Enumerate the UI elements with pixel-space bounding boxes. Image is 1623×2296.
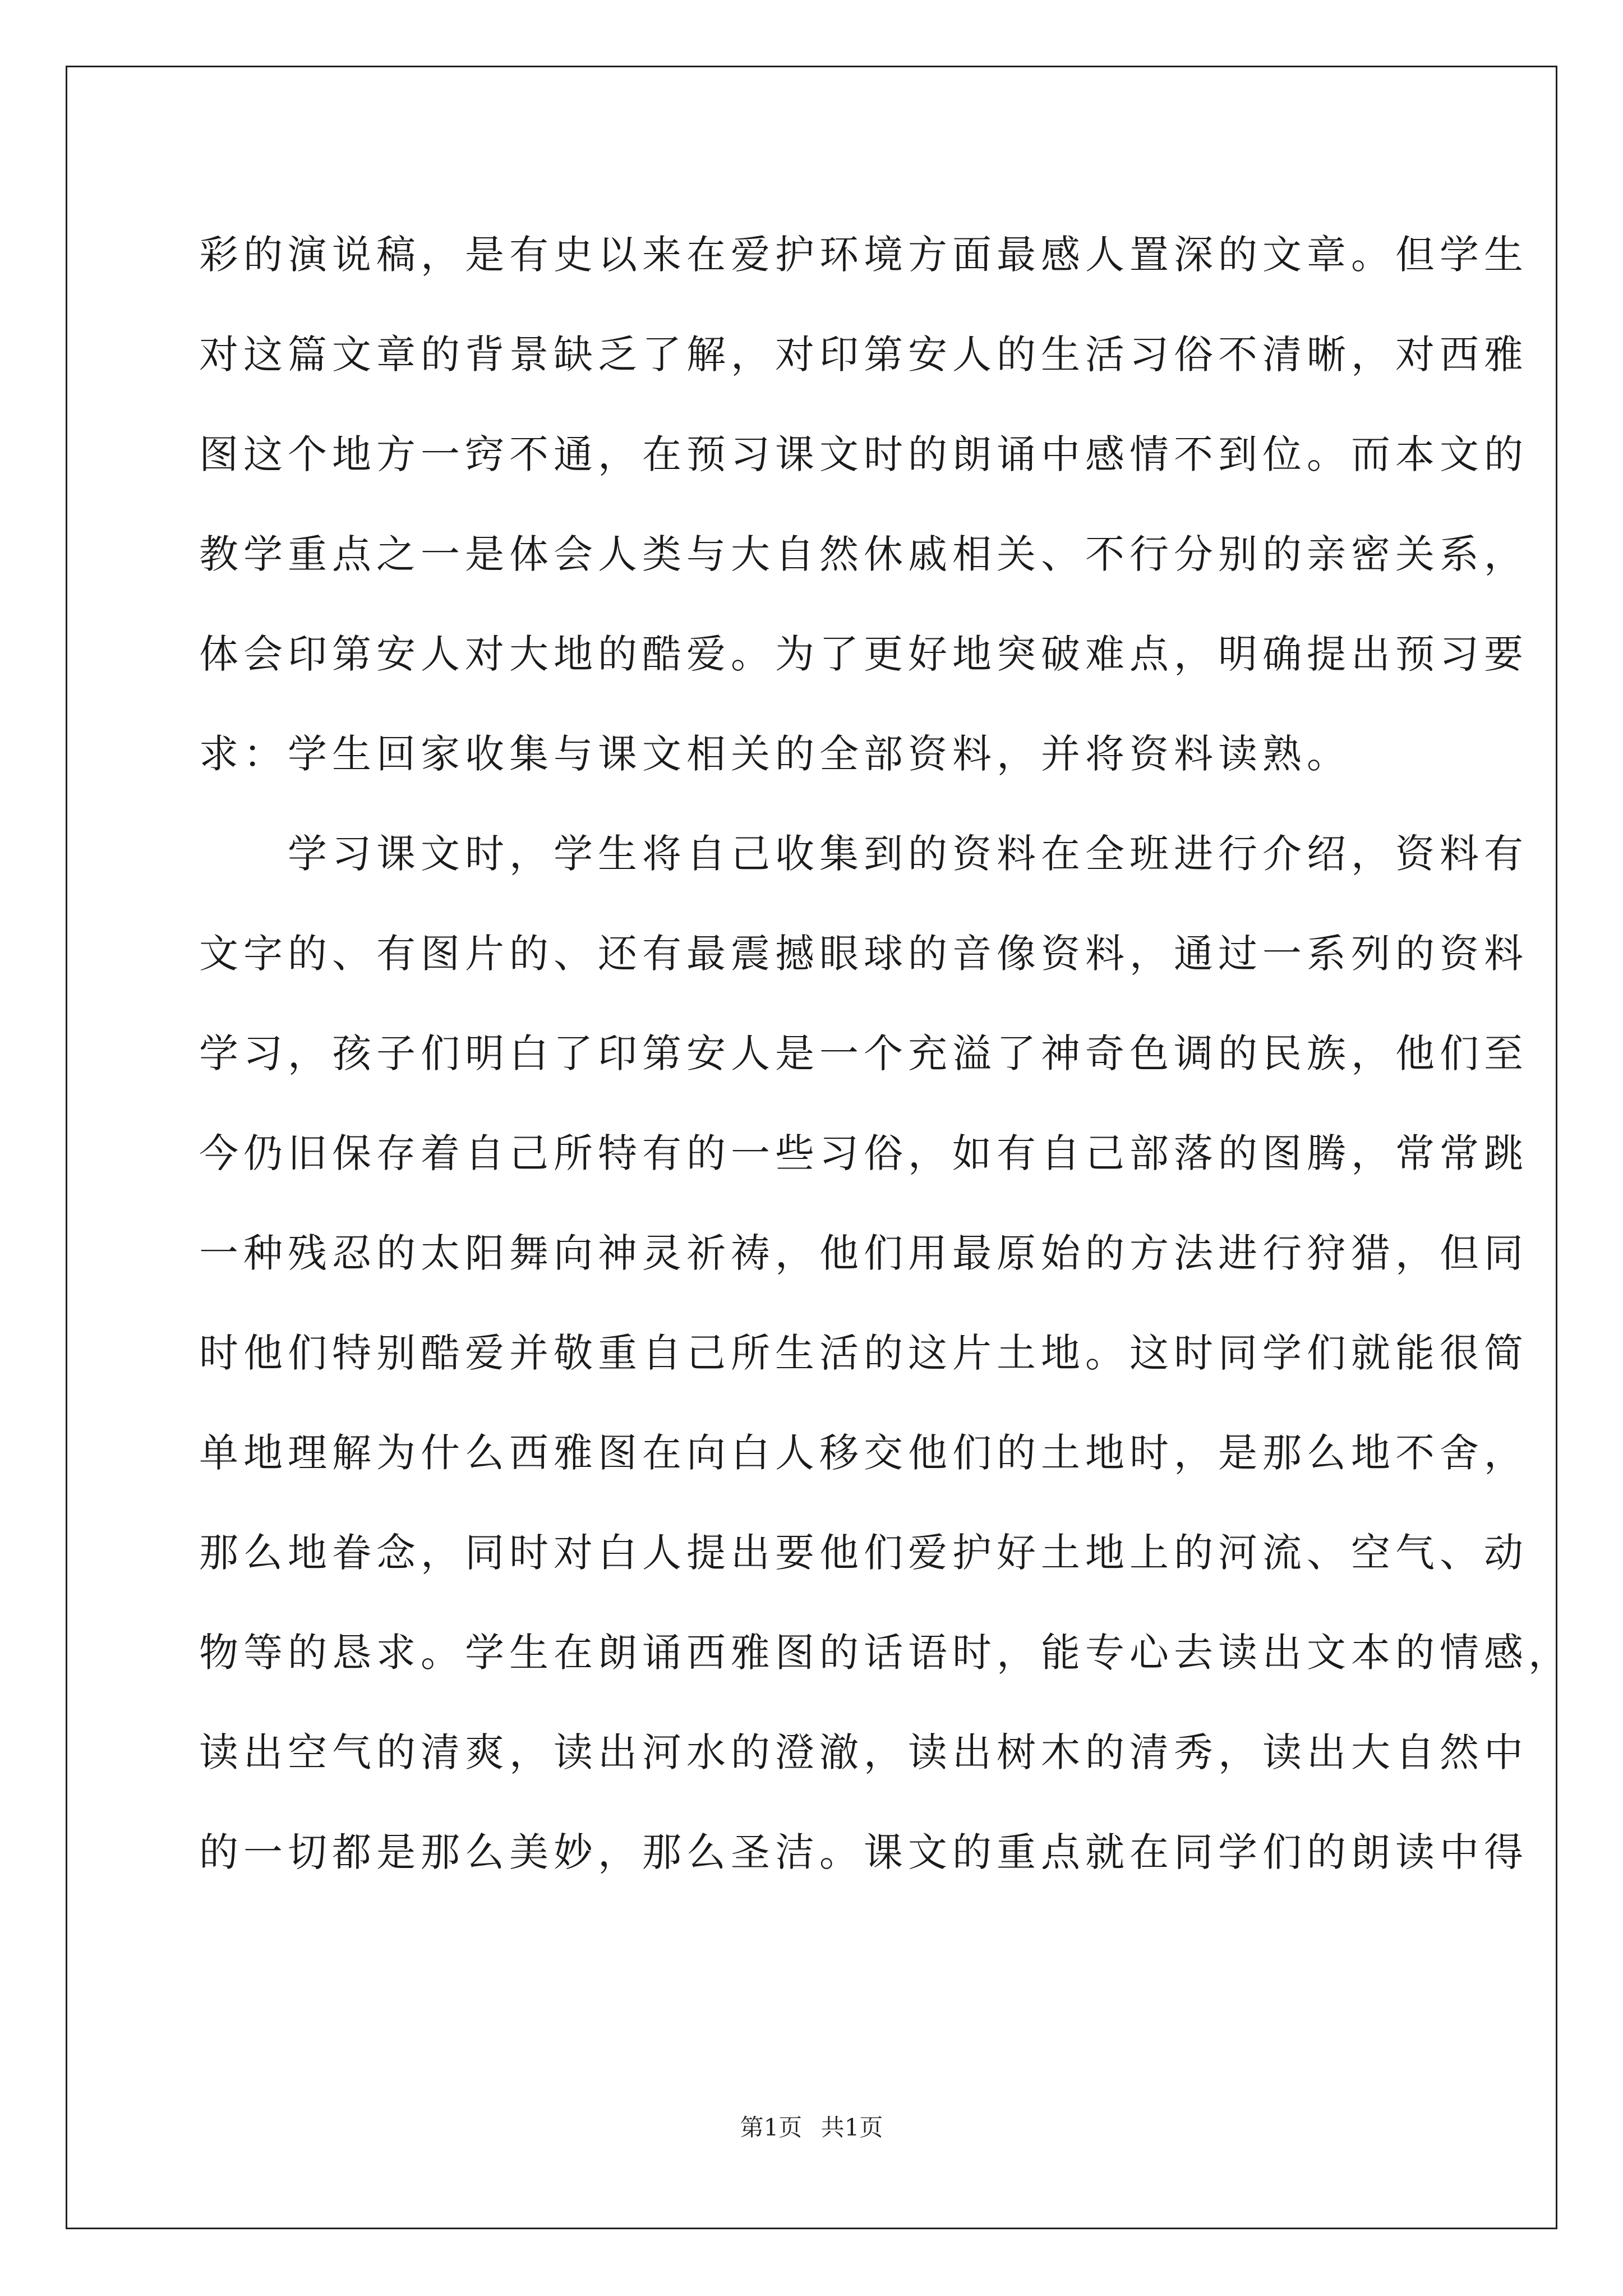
text-line: 求：学生回家收集与课文相关的全部资料，并将资料读熟。 — [199, 731, 1351, 777]
text-line: 一种残忍的太阳舞向神灵祈祷，他们用最原始的方法进行狩猎，但同 — [199, 1230, 1528, 1276]
text-line: 对这篇文章的背景缺乏了解，对印第安人的生活习俗不清晰，对西雅 — [199, 332, 1528, 378]
document-body — [199, 205, 1573, 1902]
text-line: 今仍旧保存着自己所特有的一些习俗，如有自己部落的图腾，常常跳 — [199, 1130, 1528, 1176]
text-line: 单地理解为什么西雅图在向白人移交他们的土地时，是那么地不舍， — [199, 1430, 1528, 1476]
text-line: 图这个地方一窍不通，在预习课文时的朗诵中感情不到位。而本文的 — [199, 431, 1528, 477]
text-line: 读出空气的清爽，读出河水的澄澈，读出树木的清秀，读出大自然中 — [199, 1729, 1528, 1775]
text-line: 文字的、有图片的、还有最震撼眼球的音像资料，通过一系列的资料 — [199, 931, 1528, 977]
page-number: 第1页 — [740, 2114, 803, 2141]
text-line: 彩的演说稿，是有史以来在爱护环境方面最感人置深的文章。但学生 — [199, 232, 1528, 278]
text-line: 物等的恳求。学生在朗诵西雅图的话语时，能专心去读出文本的情感， — [199, 1630, 1573, 1676]
text-line: 学习课文时，学生将自己收集到的资料在全班进行介绍，资料有 — [199, 831, 1528, 877]
page-footer — [0, 2109, 1623, 2143]
text-line: 学习，孩子们明白了印第安人是一个充溢了神奇色调的民族，他们至 — [199, 1030, 1528, 1076]
text-line: 教学重点之一是体会人类与大自然休戚相关、不行分别的亲密关系， — [199, 531, 1528, 577]
text-line: 体会印第安人对大地的酷爱。为了更好地突破难点，明确提出预习要 — [199, 631, 1528, 677]
page-total: 共1页 — [820, 2114, 883, 2141]
text-line: 的一切都是那么美妙，那么圣洁。课文的重点就在同学们的朗读中得 — [199, 1829, 1528, 1875]
text-line: 那么地眷念，同时对白人提出要他们爱护好土地上的河流、空气、动 — [199, 1530, 1528, 1576]
text-line: 时他们特别酷爱并敬重自己所生活的这片土地。这时同学们就能很简 — [199, 1330, 1528, 1376]
